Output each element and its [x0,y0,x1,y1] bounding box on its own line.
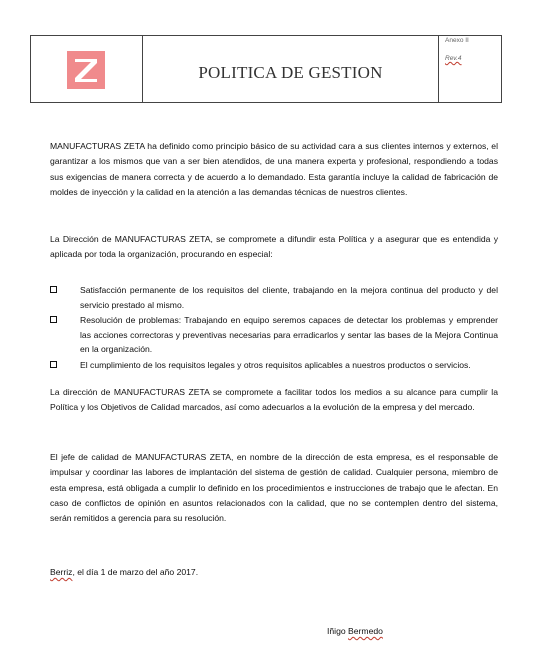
bullet-text: Satisfacción permanente de los requisitos del cliente, trabajando en la mejora continua del producto y del servicio prestado al mismo. [80,285,498,310]
document-header [30,35,502,103]
checkbox-bullet-icon [50,286,57,293]
annex-label: Anexo II [445,37,469,44]
logo-cell [31,36,143,102]
paragraph-intro: MANUFACTURAS ZETA ha definido como principio básico de su actividad cara a sus clientes internos y externos, el garantizar a los mismos que van a ser bien atendidos, de una manera experta y profesional, respondiendo a todas sus exigencias de manera correcta y de acuerdo a lo demandado. Esta garantía incluye la calidad de fabricación de moldes de inyección y la calidad en la atención a las demandas técnicas de nuestros clientes. [50,141,498,197]
signatory-first-name: Iñigo [327,626,346,636]
checkbox-bullet-icon [50,361,57,368]
paragraph-commitment: La Dirección de MANUFACTURAS ZETA, se compromete a difundir esta Política y a asegurar que es entendida y aplicada por toda la organización, procurando en especial: [50,234,498,260]
info-cell [439,36,501,102]
bullet-item [50,358,498,373]
paragraph-resources: La dirección de MANUFACTURAS ZETA se compromete a facilitar todos los medios a su alcance para cumplir la Política y los Objetivos de Calidad marcados, así como adecuarlos a la evolución de la empresa y del mercado. [50,387,498,413]
paragraph-quality-manager: El jefe de calidad de MANUFACTURAS ZETA, en nombre de la dirección de esta empresa, es el responsable de impulsar y coordinar las labores de implantación del sistema de gestión de calidad. Cualquier persona, miembro de esta empresa, está obligada a cumplir lo definido en los procedimientos e instrucciones de trabajo que le afectan. En caso de conflictos de opinión en asuntos relacionados con la calidad, que no se contemplen dentro del sistema, serán remitidos a gerencia para su resolución. [50,452,498,524]
bullet-list [50,283,498,373]
checkbox-bullet-icon [50,316,57,323]
signature-place: Berriz [50,567,73,577]
signature-date [50,567,198,577]
bullet-item [50,313,498,357]
company-logo [67,51,105,89]
signatory-name [327,626,383,636]
revision-label: Rev.4 [445,55,462,62]
bullet-text: Resolución de problemas: Trabajando en equipo seremos capaces de detectar los problemas y emprender las acciones correctoras y preventivas necesarias para erradicarlos y sentar las bases de la Mejora Continua en la organización. [80,315,498,354]
signatory-last-name: Bermedo [348,626,383,636]
bullet-text: El cumplimiento de los requisitos legales y otros requisitos aplicables a nuestros productos o servicios. [80,359,471,370]
document-title: POLITICA DE GESTION [198,63,383,82]
bullet-item [50,283,498,312]
signature-date-text: , el día 1 de marzo del año 2017. [72,567,199,577]
title-cell [143,36,439,102]
